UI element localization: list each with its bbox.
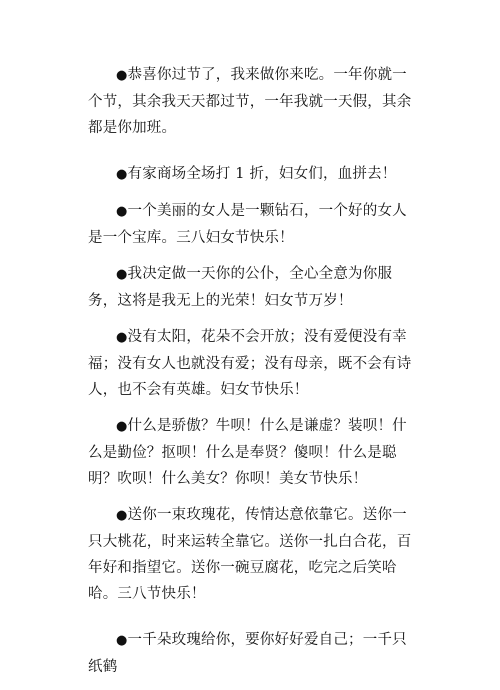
paragraph-text: 恭喜你过节了，我来做你来吃。一年你就一个节，其余我天天都过节，一年我就一天假，其余都是你加班。 (88, 67, 412, 136)
paragraph-3 (88, 198, 420, 251)
paragraph-text: 什么是骄傲？牛呗！什么是谦虚？装呗！什么是勤俭？抠呗！什么是奉贤？傻呗！什么是聪明？吹呗！什么美女？你呗！美女节快乐！ (88, 418, 407, 487)
paragraph-text: 送你一束玫瑰花，传情达意依靠它。送你一只大桃花，时来运转全靠它。送你一扎白合花，百年好和指望它。送你一碗豆腐花，吃完之后笑哈哈。三八节快乐！ (88, 507, 412, 602)
paragraph-text: 一千朵玫瑰给你，要你好好爱自己；一千只纸鹤 (88, 632, 407, 675)
paragraph-5 (88, 324, 420, 403)
bullet-icon: ● (116, 633, 128, 648)
document-body (88, 62, 420, 690)
bullet-icon: ● (116, 330, 128, 345)
bullet-icon: ● (116, 508, 128, 523)
paragraph-7 (88, 502, 420, 607)
paragraph-6 (88, 413, 420, 492)
paragraph-4 (88, 261, 420, 314)
bullet-icon: ● (116, 419, 128, 434)
paragraph-text: 一个美丽的女人是一颗钻石，一个好的女人是一个宝库。三八妇女节快乐！ (88, 203, 407, 246)
bullet-icon: ● (116, 267, 128, 282)
bullet-icon: ● (116, 68, 128, 83)
paragraph-text: 我决定做一天你的公仆，全心全意为你服务，这将是我无上的光荣！妇女节万岁！ (88, 266, 393, 309)
paragraph-8 (88, 627, 420, 680)
bullet-icon: ● (116, 167, 128, 182)
paragraph-1 (88, 62, 420, 141)
paragraph-2 (88, 161, 420, 188)
paragraph-text: 有家商场全场打 1 折，妇女们，血拼去！ (127, 166, 397, 182)
bullet-icon: ● (116, 204, 128, 219)
paragraph-text: 没有太阳，花朵不会开放；没有爱便没有幸福；没有女人也就没有爱；没有母亲，既不会有诗人，也不会有英雄。妇女节快乐！ (88, 329, 412, 398)
